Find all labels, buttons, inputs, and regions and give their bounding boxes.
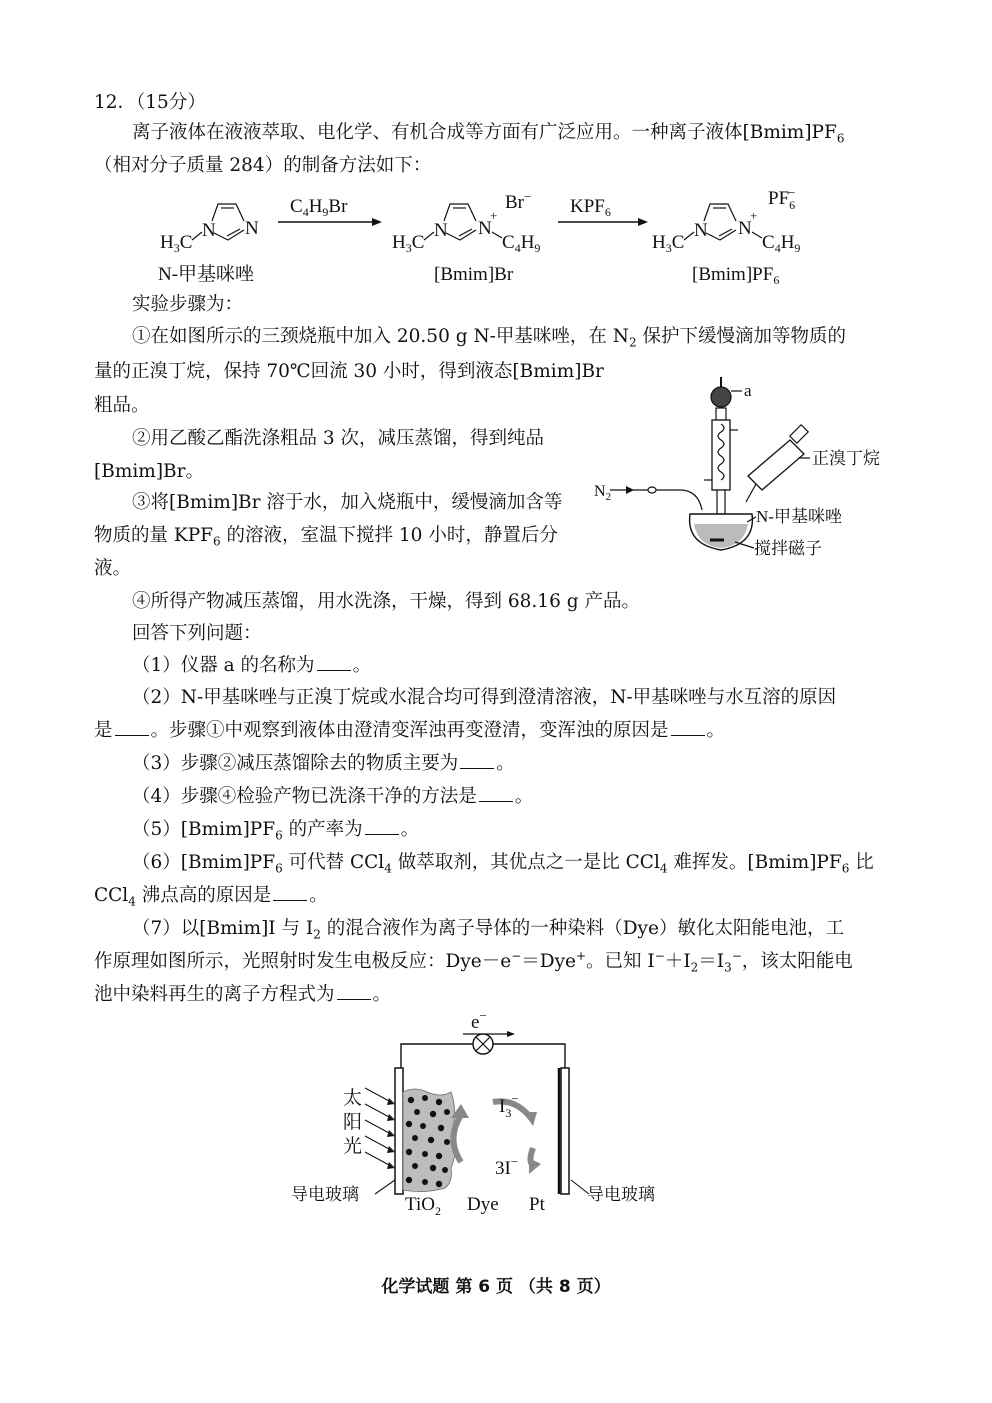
step-2-line-1: ②用乙酸乙酯洗涤粗品 3 次，减压蒸馏，得到纯品 [132,428,545,449]
svg-text:+: + [750,208,758,223]
left-conductive-glass [395,1068,403,1194]
step-3-line-3: 液。 [94,558,132,579]
svg-text:N: N [434,220,448,241]
svg-text:+: + [490,208,498,223]
n-methylimidazole-structure [160,204,259,255]
sunlight-char-1: 太 [343,1088,363,1109]
label-methylimidazole: N-甲基咪唑 [756,507,842,526]
svg-text:N: N [738,218,752,239]
svg-text:C4H9: $C_4H_9$ [762,232,801,255]
drying-tube-a [711,387,731,407]
label-stirbar: 搅拌磁子 [754,539,822,558]
label-dye: Dye [467,1194,499,1215]
q4: （4）步骤④检验产物已洗涤干净的方法是 。 [132,786,534,807]
answer-blank[interactable] [317,654,351,671]
bmim-br-structure [392,189,540,255]
svg-text:N: N [478,218,492,239]
compound-1-name: N-甲基咪唑 [158,264,255,285]
reagent-2: $KPF_6$ [570,196,611,219]
q1: （1）仪器 a 的名称为 。 [132,655,372,676]
q6-line-2: CCl$_4$ 沸点高的原因是 。 [94,885,328,909]
svg-text:N: N [202,220,216,241]
right-conductive-glass [561,1068,569,1194]
sunlight-char-3: 光 [343,1136,363,1157]
q6-line-1: $(6)[Bmim]PF_6$ 可代替 CCl$_4$ 做萃取剂，其优点之一是比 CCl$_4$ 难挥发。$[Bmim]PF_6$ 比 [132,852,874,876]
answer-blank[interactable] [479,785,513,802]
i3-label: $I_3^-$ [499,1091,519,1120]
q7-line-3: 池中染料再生的离子方程式为 。 [94,984,392,1005]
sunlight-arrows [365,1088,391,1166]
sunlight-char-2: 阳 [343,1112,363,1133]
svg-text:Br−: Br− [505,189,532,213]
svg-text:N: N [245,218,259,239]
step-1-line-3: 粗品。 [94,395,150,416]
electron-label: e− [471,1008,487,1033]
q2-line-1: （2）N-甲基咪唑与正溴丁烷或水混合均可得到澄清溶液，N-甲基咪唑与水互溶的原因 [132,687,837,708]
answer-blank[interactable] [365,818,399,835]
step-4: ④所得产物减压蒸馏，用水洗涤，干燥，得到 68.16 g 产品。 [132,591,640,612]
page-footer: 化学试题 第 6 页 （共 8 页） [381,1277,611,1297]
label-tio2: TiO$_2$ [405,1194,441,1218]
q3: （3）步骤②减压蒸馏除去的物质主要为 。 [132,753,515,774]
q7-line-2: 作原理如图所示，光照射时发生电极反应：Dye－e−＝Dye+。已知 $I^-+I_2=I_3^-$，该太阳能电 [94,948,853,975]
step-3-line-1: ③将[Bmim]Br 溶于水，加入烧瓶中，缓慢滴加含等 [132,492,563,513]
steps-heading: 实验步骤为： [132,294,244,315]
label-n2: $N_2$ [594,483,612,503]
svg-text:N: N [694,220,708,241]
compound-2-name: [Bmim]Br [434,264,514,285]
cycle-arrow-left [453,1112,463,1162]
svg-text:PF6−: $PF_6-$ [768,188,796,212]
label-bromobutane: 正溴丁烷 [812,449,880,468]
dropping-funnel [748,440,804,490]
answer-blank[interactable] [460,752,494,769]
label-glass-left: 导电玻璃 [291,1185,359,1204]
step-1-line-2: 量的正溴丁烷，保持 70℃回流 30 小时，得到液态[Bmim]Br [94,361,604,382]
q2-line-2: 是 。步骤①中观察到液体由澄清变浑浊再变澄清，变浑浊的原因是 。 [94,720,726,741]
label-a: a [744,381,752,400]
compound-3-name: $[Bmim]PF_6$ [692,264,780,286]
svg-text:H3C: $H_3C$ [652,232,685,255]
intro-line-2: （相对分子质量 284）的制备方法如下： [94,155,432,176]
question-number: 12．（15分） [94,92,206,113]
solar-cell-diagram [285,1008,685,1218]
svg-text:H3C: $H_3C$ [160,232,193,255]
questions-heading: 回答下列问题： [132,623,262,644]
bmim-pf6-structure [652,188,800,255]
step-2-line-2: [Bmim]Br。 [94,461,204,482]
answer-blank[interactable] [337,983,371,1000]
label-glass-right: 导电玻璃 [587,1185,655,1204]
answer-blank[interactable] [115,719,149,736]
svg-text:C4H9: $C_4H_9$ [502,232,541,255]
apparatus-diagram [590,372,890,568]
step-1-line-1: ①在如图所示的三颈烧瓶中加入 20.50 g N-甲基咪唑，在 $N_2$ 保护下缓慢滴加等物质的 [132,326,846,350]
answer-blank[interactable] [671,719,705,736]
step-3-line-2: 物质的量 $KPF_6$ 的溶液，室温下搅拌 10 小时，静置后分 [94,525,558,549]
svg-text:H3C: $H_3C$ [392,232,425,255]
answer-blank[interactable] [273,884,307,901]
three-i-label: 3I− [495,1154,519,1179]
q5: $(5)[Bmim]PF_6$ 的产率为 。 [132,819,420,843]
intro-line-1: 离子液体在液液萃取、电化学、有机合成等方面有广泛应用。一种离子液体$[Bmim]PF_6$ [132,122,845,146]
label-pt: Pt [529,1194,545,1215]
q7-line-1: （7）以[Bmim]I 与 $I_2$ 的混合液作为离子导体的一种染料（Dye）敏化太阳能电池，工 [132,918,844,942]
reagent-1: $C_4H_9Br$ [290,196,348,219]
reaction-scheme [150,188,830,286]
